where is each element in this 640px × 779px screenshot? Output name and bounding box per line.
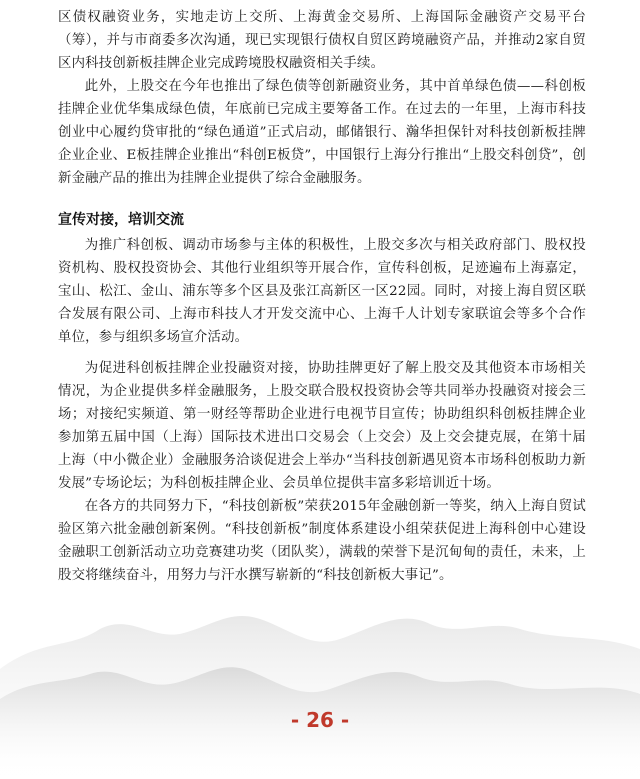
section-paragraph-2: 为促进科创板挂牌企业投融资对接，协助挂牌更好了解上股交及其他资本市场相关情况，为企业提供多样金融服务，上股交联合股权投资协会等共同举办投融资对接会三场；对接纪实频道、第一财经等帮助企业进行电视节目宣传；协助组织科创板挂牌企业参加第五届中国（上海）国际技术进出口交易会（上交会）及上交会捷克展，在第十届上海（中小微企业）金融服务洽谈促进会上举办“当科技创新遇见资本市场科创板助力新发展”专场论坛；为科创板挂牌企业、会员单位提供丰富多彩培训近十场。 (58, 361, 586, 491)
section-paragraph-3: 在各方的共同努力下，“科技创新板”荣获2015年金融创新一等奖，纳入上海自贸试验区第六批金融创新案例。“科技创新板”制度体系建设小组荣获促进上海科创中心建设金融职工创新活动立功竞赛建功奖（团队奖），满载的荣誉下是沉甸甸的责任，未来，上股交将继续奋斗，用努力与汗水撰写崭新的“科技创新板大事记”。 (58, 499, 586, 583)
ink-mountain-background (0, 579, 640, 779)
section-heading: 宣传对接，培训交流 (58, 212, 184, 228)
paragraph-2: 此外，上股交在今年也推出了绿色债等创新融资业务，其中首单绿色债——科创板挂牌企业优华集成绿色债，年底前已完成主要筹备工作。在过去的一年里，上海市科技创业中心履约贷审批的“绿色通道”正式启动，邮储银行、瀚华担保针对科技创新板挂牌企业企业、E板挂牌企业推出“科创E板贷”，中国银行上海分行推出“上股交科创贷”，创新金融产品的推出为挂牌企业提供了综合金融服务。 (58, 79, 586, 186)
section-paragraph-1: 为推广科创板、调动市场参与主体的积极性，上股交多次与相关政府部门、股权投资机构、股权投资协会、其他行业组织等开展合作，宣传科创板，足迹遍布上海嘉定，宝山、松江、金山、浦东等多个区县及张江高新区一区22园。同时，对接上海自贸区联合发展有限公司、上海市科技人才开发交流中心、上海千人计划专家联谊会等多个合作单位，参与组织多场宣介活动。 (58, 238, 586, 345)
paragraph-1: 区债权融资业务，实地走访上交所、上海黄金交易所、上海国际金融资产交易平台（筹），并与市商委多次沟通，现已实现银行债权自贸区跨境融资产品，并推动2家自贸区内科技创新板挂牌企业完成跨境股权融资相关手续。 (58, 10, 586, 71)
page-number: - 26 - (290, 708, 350, 732)
article-body (58, 6, 586, 587)
